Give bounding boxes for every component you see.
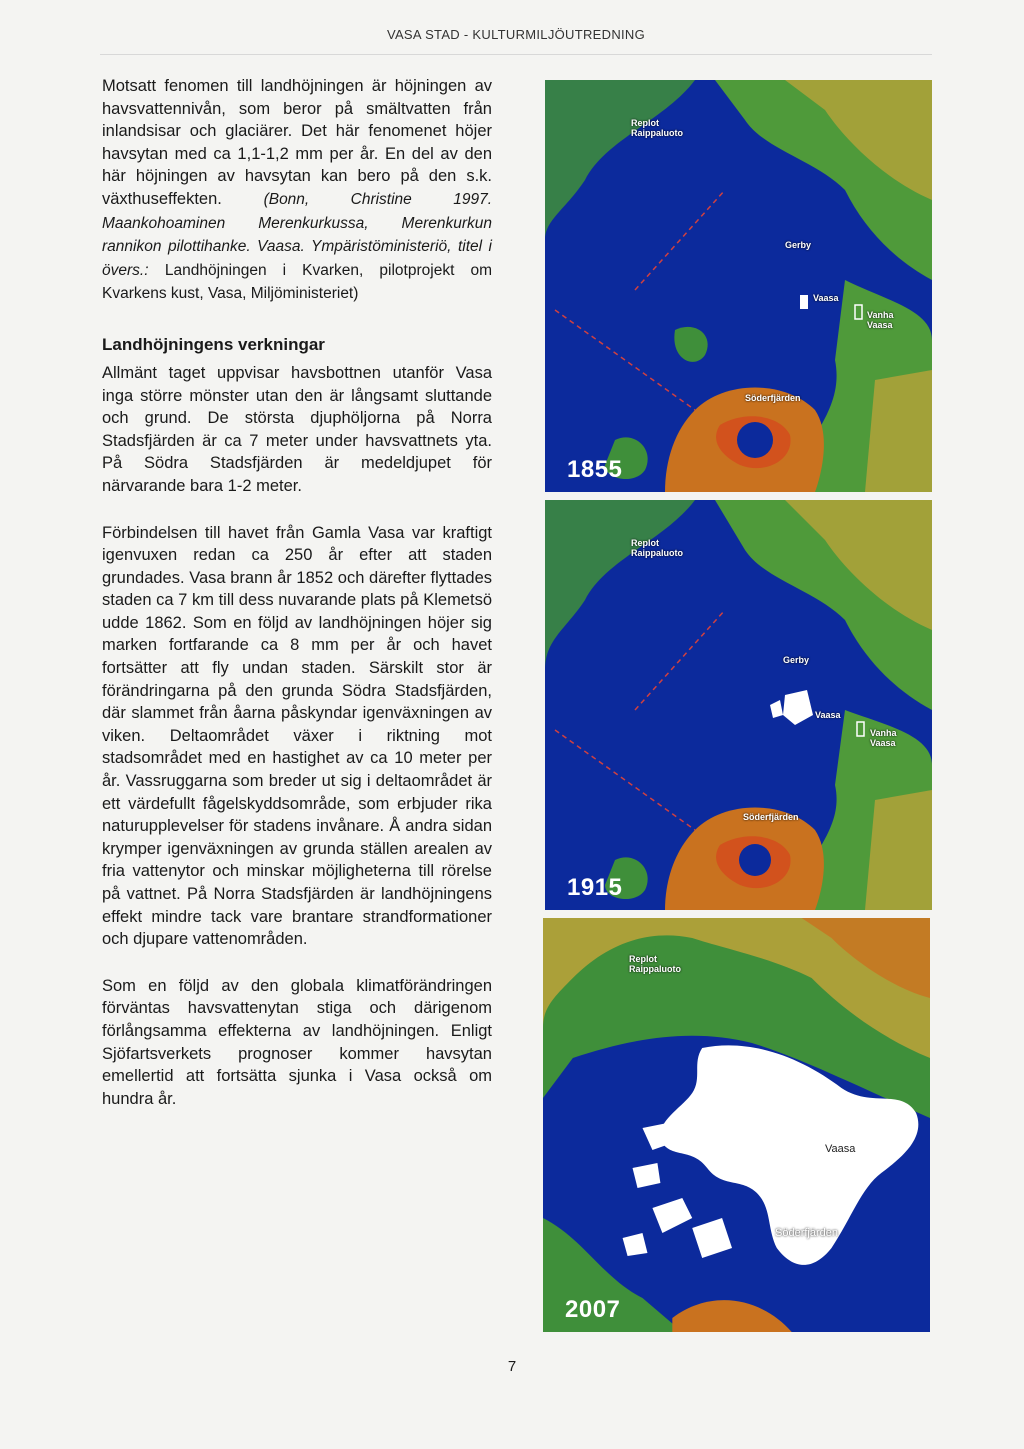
label-vanha-vaasa <box>867 310 894 330</box>
header-divider <box>100 54 932 55</box>
label-gerby: Gerby <box>783 655 810 665</box>
map-1855 <box>545 80 932 492</box>
map-1915 <box>545 500 932 910</box>
label-vaasa: Vaasa <box>815 710 841 720</box>
map-2007 <box>543 918 930 1332</box>
map-year-1915: 1915 <box>567 874 623 901</box>
intro-paragraph <box>102 75 492 306</box>
page-number: 7 <box>507 1358 517 1375</box>
terrain-map-1855 <box>545 80 932 492</box>
terrain-map-2007 <box>543 918 930 1332</box>
label-vanha-vaasa <box>870 728 897 748</box>
label-raippaluoto-text: Raippaluoto <box>629 964 681 974</box>
running-header: VASA STAD - KULTURMILJÖUTREDNING <box>386 27 646 42</box>
label-vanha-text: Vanha <box>870 728 897 738</box>
label-gerby: Gerby <box>785 240 812 250</box>
reference-italic: (Bonn, Christine 1997. Maankohoaminen Merenkurkussa, Merenkurkun rannikon pilottihanke. Vaasa. Ympäristöministeriö, titel i övers.: <box>102 190 492 279</box>
label-replot-text: Replot <box>629 954 657 964</box>
label-vanha-text: Vanha <box>867 310 894 320</box>
label-vanha-vaasa-text: Vaasa <box>870 738 896 748</box>
label-raippaluoto-text: Raippaluoto <box>631 128 683 138</box>
label-raippaluoto-text: Raippaluoto <box>631 548 683 558</box>
label-replot-text: Replot <box>631 538 659 548</box>
terrain-map-1915 <box>545 500 932 910</box>
intro-text: Motsatt fenomen till landhöjningen är höjningen av havsvattennivån, som beror på smältvatten från inlandsisar och glaciärer. Det här fenomenet höjer havsytan med ca 1,1-1,2 mm per år. En del av den här höjningen av havsytan kan bero på den s.k. växthuseffekten. <box>102 77 492 208</box>
text-column <box>102 75 492 1110</box>
label-soderfjarden: Söderfjärden <box>775 1227 838 1239</box>
map-year-1855: 1855 <box>567 456 623 483</box>
map-year-2007: 2007 <box>565 1296 621 1323</box>
reference-plain: Landhöjningen i Kvarken, pilotprojekt om Kvarkens kust, Vasa, Miljöministeriet) <box>102 261 492 303</box>
label-replot <box>629 954 681 974</box>
label-replot <box>631 538 683 558</box>
label-replot-text: Replot <box>631 118 659 128</box>
label-soderfjarden: Söderfjärden <box>745 393 801 403</box>
paragraph-seabed: Allmänt taget uppvisar havsbottnen utanför Vasa inga större mönster utan den är långsamt sluttande och grund. De största djuphöljorna på Norra Stadsfjärden är ca 7 meter under havsvattnets yta. På Södra Stadsfjärden är medeldjupet för närvarande bara 1-2 meter. <box>102 363 492 495</box>
label-vanha-vaasa-text: Vaasa <box>867 320 893 330</box>
label-soderfjarden: Söderfjärden <box>743 812 799 822</box>
paragraph-old-vasa: Förbindelsen till havet från Gamla Vasa var kraftigt igenvuxen redan ca 250 år efter att staden grundades. Vasa brann år 1852 och därefter flyttades staden ca 7 km till dess nuvarande plats på Klemetsö udde 1862. Som en följd av landhöjningen höjer sig marken fortfarande ca 8 mm per år och havet fortsätter att fly undan staden. Särskilt stor är förändringarna på den grunda Södra Stadsfjärden, där slammet från åarna påskyndar igenväxningen av viken. Deltaområdet växer i riktning mot stadsområdet med en hastighet av ca 10 meter per år. Vassruggarna som breder ut sig i deltaområdet är ett värdefullt fågelskyddsområde, som erbjuder rika naturupplevelser för stadens invånare. Å andra sidan krymper igenväxningen av grunda ställen arealen av fria vattenytor och minskar möjligheterna till rörelse på vattnet. På Norra Stadsfjärden är landhöjningens effekt mindre tack vare brantare strandformationer och djupare vattenområden. <box>102 523 492 949</box>
label-vaasa: Vaasa <box>813 293 839 303</box>
label-vaasa: Vaasa <box>825 1143 856 1155</box>
section-heading: Landhöjningens verkningar <box>102 334 325 354</box>
label-replot <box>631 118 683 138</box>
paragraph-climate: Som en följd av den globala klimatförändringen förväntas havsvattenytan stiga och därigenom förlångsamma effekterna av landhöjningen. Enligt Sjöfartsverkets prognoser kommer havsytan emellertid att fortsätta sjunka i Vasa också om hundra år. <box>102 976 492 1108</box>
